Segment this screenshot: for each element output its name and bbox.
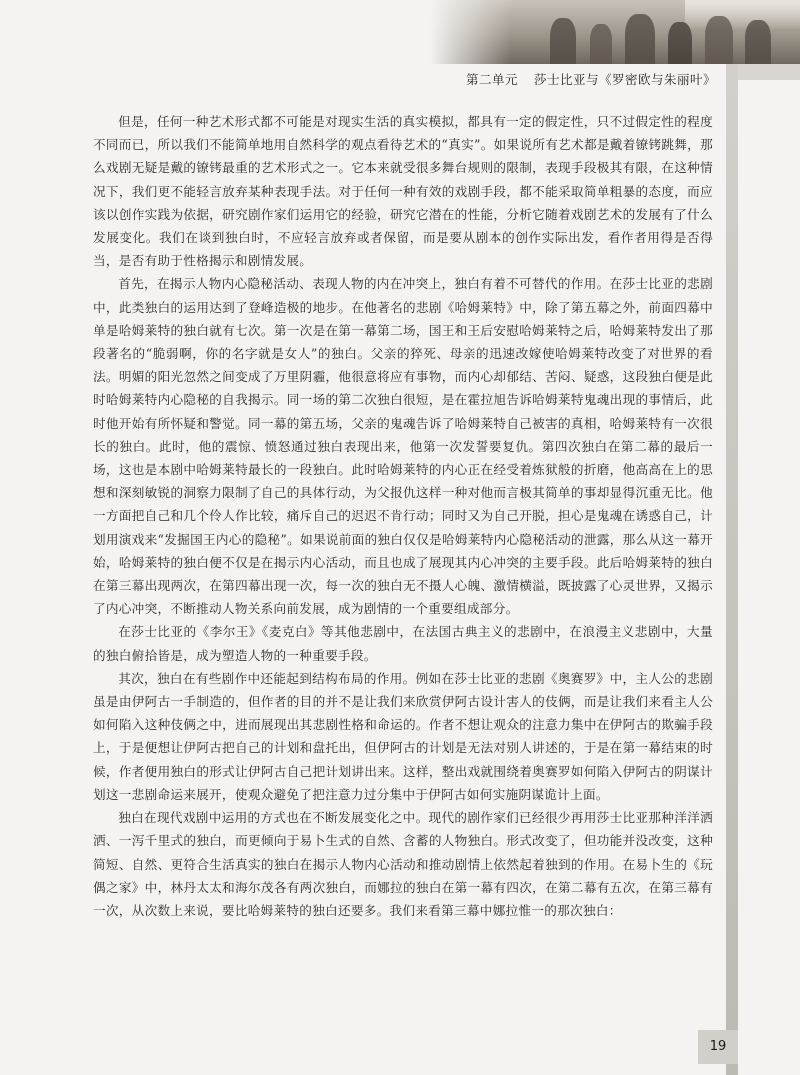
paragraph: 独白在现代戏剧中运用的方式也在不断发展变化之中。现代的剧作家们已经很少再用莎士比亚那种洋洋洒洒、一泻千里式的独白，而更倾向于易卜生式的自然、含蓄的人物独白。形式改变了，但功能并没改变，这种简短、自然、更符合生活真实的独白在揭示人物内心活动和推动剧情上依然起着独到的作用。在易卜生的《玩偶之家》中，林丹太太和海尔茂各有两次独白，而娜拉的独白在第一幕有四次，在第二幕有五次，在第三幕有一次，从次数上来说，要比哈姆莱特的独白还要多。我们来看第三幕中娜拉惟一的那次独白： [93, 810, 713, 918]
paragraph: 首先，在揭示人物内心隐秘活动、表现人物的内在冲突上，独白有着不可替代的作用。在莎士比亚的悲剧中，此类独白的运用达到了登峰造极的地步。在他著名的悲剧《哈姆莱特》中，除了第五幕之外，前面四幕中单是哈姆莱特的独白就有七次。第一次是在第一幕第二场，国王和王后安慰哈姆莱特之后，哈姆莱特发出了那段著名的“脆弱啊，你的名字就是女人”的独白。父亲的猝死、母亲的迅速改嫁使哈姆莱特改变了对世界的看法。明媚的阳光忽然之间变成了万里阴霾，他很意将应有事物，而内心却郁结、苦闷、疑惑，这段独白便是此时哈姆莱特内心隐秘的自我揭示。同一场的第二次独白很短，是在霍拉旭告诉哈姆莱特鬼魂出现的事情后，此时他开始有所怀疑和警觉。同一幕的第五场，父亲的鬼魂告诉了哈姆莱特自己被害的真相，哈姆莱特有一次很长的独白。此时，他的震惊、愤怒通过独白表现出来，他第一次发誓要复仇。第四次独白在第二幕的最后一场，这也是本剧中哈姆莱特最长的一段独白。此时哈姆莱特的内心正在经受着炼狱般的折磨，他高高在上的思想和深刻敏锐的洞察力限制了自己的具体行动，为父报仇这样一种对他而言极其简单的事却显得沉重无比。他一方面把自己和几个伶人作比较，痛斥自己的迟迟不肯行动；同时又为自己开脱，担心是鬼魂在诱惑自己，计划用演戏来“发掘国王内心的隐秘”。如果说前面的独白仅仅是哈姆莱特内心隐秘活动的泄露，那么从这一幕开始，哈姆莱特的独白便不仅是在揭示内心活动，而且也成了展现其内心冲突的主要手段。此后哈姆莱特的独白在第三幕出现两次，在第四幕出现一次，每一次的独白无不摄人心魄、激情横溢，既披露了心灵世界，又揭示了内心冲突，不断推动人物关系向前发展，成为剧情的一个重要组成部分。 [93, 276, 713, 617]
paragraph: 但是，任何一种艺术形式都不可能是对现实生活的真实模拟，都具有一定的假定性，只不过假定性的程度不同而已，所以我们不能简单地用自然科学的观点看待艺术的“真实”。如果说所有艺术都是戴着镣铐跳舞，那么戏剧无疑是戴的镣铐最重的艺术形式之一。它本来就受很多舞台规则的限制，表现手段极其有限，在这种情况下，我们更不能轻言放弃某种表现手法。对于任何一种有效的戏剧手段，都不能采取简单粗暴的态度，而应该以创作实践为依据，研究剧作家们运用它的经验，研究它潜在的性能，分析它随着戏剧艺术的发展有了什么发展变化。我们在谈到独白时，不应轻言放弃或者保留，而是要从剧本的创作实际出发，看作者用得是否得当，是否有助于性格揭示和剧情发展。 [93, 114, 713, 269]
unit-label: 第二单元 [465, 72, 518, 87]
page-number: 19 [698, 1030, 738, 1064]
body-text [93, 110, 713, 922]
paragraph: 其次，独白在有些剧作中还能起到结构布局的作用。例如在莎士比亚的悲剧《奥赛罗》中，主人公的悲剧虽是由伊阿古一手制造的，但作者的目的并不是让我们来欣赏伊阿古设计害人的伎俩，而是让我们来看主人公如何陷入这种伎俩之中，进而展现出其悲剧性格和命运的。作者不想让观众的注意力集中在伊阿古的欺骗手段上，于是便想让伊阿古把自己的计划和盘托出，但伊阿古的计划是无法对别人讲述的，于是在第一幕结束的时候，作者便用独白的形式让伊阿古自己把计划讲出来。这样，整出戏就围绕着奥赛罗如何陷入伊阿古的阴谋计划这一悲剧命运来展开，使观众避免了把注意力过分集中于伊阿古如何实施阴谋诡计上面。 [93, 670, 713, 802]
unit-title: 莎士比亚与《罗密欧与朱丽叶》 [533, 72, 716, 87]
header-photo [430, 0, 800, 64]
paragraph: 在莎士比亚的《李尔王》《麦克白》等其他悲剧中，在法国古典主义的悲剧中，在浪漫主义悲剧中，大量的独白俯拾皆是，成为塑造人物的一种重要手段。 [93, 624, 713, 663]
running-header [466, 70, 716, 88]
margin-band [726, 64, 738, 1075]
